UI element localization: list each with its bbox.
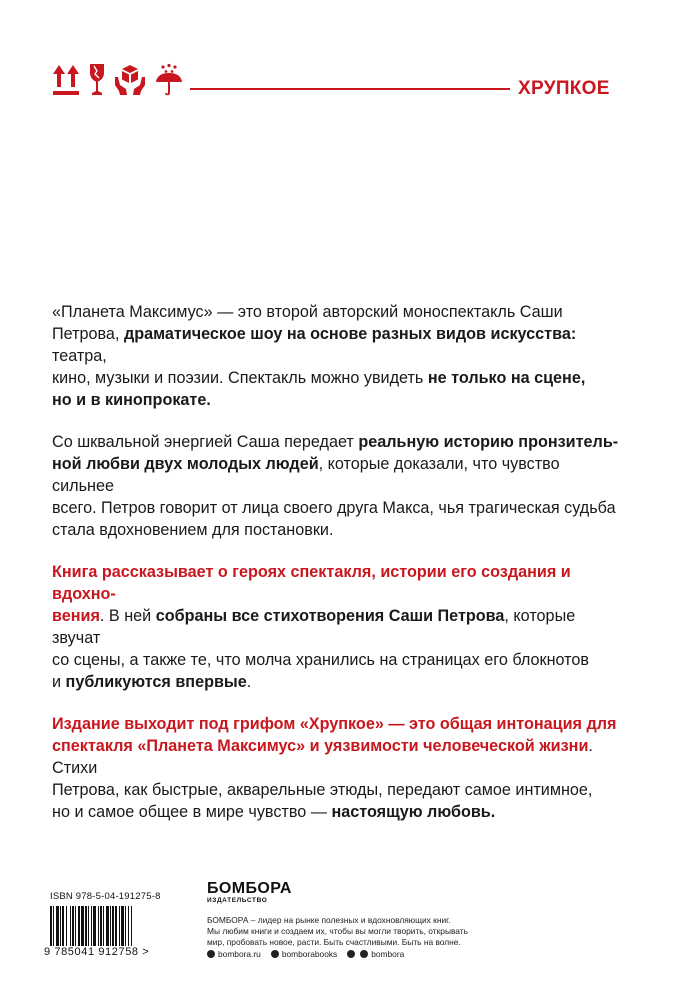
barcode <box>44 891 182 963</box>
social-label: bombora.ru <box>218 949 261 959</box>
telegram-icon <box>360 950 368 958</box>
social-label: bomborabooks <box>281 949 338 959</box>
text-run: Со шквальной энергией Саша передает <box>52 433 359 451</box>
barcode-bars <box>50 906 176 946</box>
social-telegram[interactable] <box>347 949 404 959</box>
vk-icon <box>271 950 279 958</box>
social-website[interactable] <box>207 949 261 959</box>
text-run: . <box>246 673 252 691</box>
text-run: «Планета Максимус» — это второй авторский моноспектакль Саши Петрова, <box>52 303 563 343</box>
text-run-bold: реальную историю пронзитель- ной любви двух молодых людей <box>52 433 619 473</box>
publisher-name: БОМБОРА <box>207 880 292 897</box>
publisher-socials <box>207 949 404 959</box>
text-run: , которые доказали, что чувство сильнее всего. Петров говорит от лица своего друга Макса, чья трагическая судьба стала вдохновением для постановки. <box>52 455 616 539</box>
text-run-bold: драматическое шоу на основе разных видов искусства: <box>123 325 577 343</box>
isbn-label: ISBN 978-5-04-191275-8 <box>50 891 161 902</box>
text-run-bold: не только на сцене, но и в кинопрокате. <box>52 369 586 409</box>
text-run-bold-red: Книга рассказывает о героях спектакля, истории его создания и вдохно- вения <box>52 563 571 625</box>
text-run: театра, кино, музыки и поэзии. Спектакль можно увидеть <box>52 347 424 387</box>
text-run-bold: публикуются впервые <box>65 673 247 691</box>
social-label: bombora <box>371 949 405 959</box>
publisher-description: БОМБОРА – лидер на рынке полезных и вдохновляющих книг. Мы любим книги и создаем их, чтобы вы могли творить, открывать мир, пробовать новое, расти. Быть счастливыми. Быть на волне. <box>207 915 468 948</box>
barcode-digits: 9 785041 912758 > <box>44 946 150 958</box>
header-rule <box>190 88 510 90</box>
social-vk[interactable] <box>271 949 337 959</box>
fragile-glass-icon <box>88 63 106 97</box>
text-run: , которые звучат со сцены, а также те, что молча хранились на страницах его блокнотов и <box>52 607 589 691</box>
fragile-icons <box>52 63 184 103</box>
youtube-icon <box>347 950 355 958</box>
handle-with-care-icon <box>114 63 146 97</box>
text-run: . Стихи Петрова, как быстрые, акварельные этюды, передают самое интимное, но и самое общее в мире чувство — <box>52 737 593 821</box>
fragile-brand-label: ХРУПКОЕ <box>518 78 610 99</box>
publisher-subtitle: ИЗДАТЕЛЬСТВО <box>207 897 268 904</box>
text-run-bold: настоящую любовь. <box>331 803 496 821</box>
paragraph <box>52 431 622 541</box>
publisher-logo <box>207 880 292 904</box>
text-run-bold-red: Издание выходит под грифом «Хрупкое» — это общая интонация для спектакля «Планета Максимус» и уязвимости человеческой жизни <box>52 715 617 755</box>
globe-icon <box>207 950 215 958</box>
text-run-bold: собраны все стихотворения Саши Петрова <box>155 607 505 625</box>
text-run: . В ней <box>99 607 156 625</box>
keep-dry-icon <box>154 63 184 97</box>
paragraph <box>52 561 622 693</box>
this-way-up-icon <box>52 63 80 97</box>
back-cover-copy <box>52 301 622 843</box>
paragraph <box>52 713 622 823</box>
paragraph <box>52 301 622 411</box>
